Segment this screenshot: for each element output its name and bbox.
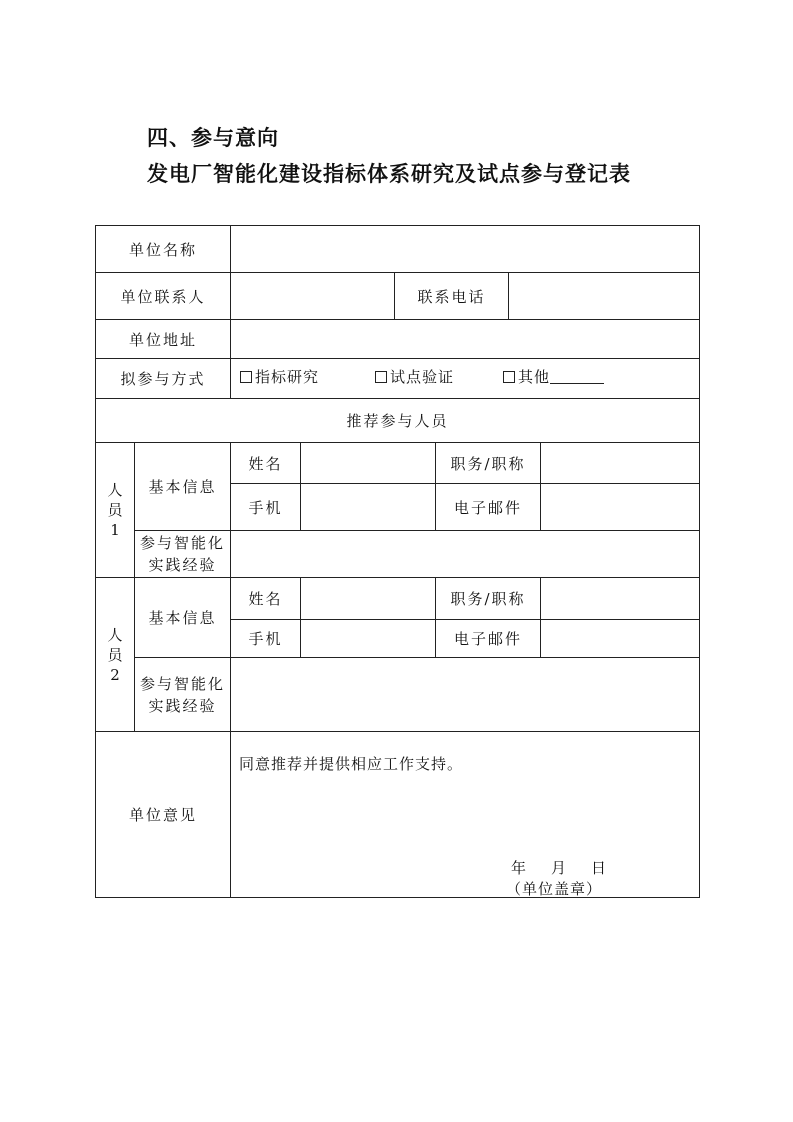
person-1-email-label: 电子邮件 — [453, 498, 522, 517]
label-char: 1 — [110, 521, 120, 539]
label-line: 实践经验 — [148, 556, 217, 574]
person-1-basic-info-label: 基本信息 — [148, 478, 217, 496]
recommended-header: 推荐参与人员 — [346, 412, 449, 430]
checkbox-icon[interactable] — [503, 371, 515, 383]
person-1-position-field[interactable] — [541, 443, 699, 483]
person-1-name-field[interactable] — [301, 443, 435, 483]
person-2-position-field[interactable] — [541, 578, 699, 619]
unit-address-field[interactable] — [231, 320, 699, 358]
option-pilot-verification[interactable] — [375, 366, 454, 387]
table-border-right — [699, 225, 700, 898]
form-title: 发电厂智能化建设指标体系研究及试点参与登记表 — [147, 162, 631, 186]
person-2-experience-field[interactable] — [231, 658, 699, 731]
label-line: 参与智能化 — [139, 674, 225, 693]
checkbox-icon[interactable] — [240, 371, 252, 383]
person-2-mobile-label: 手机 — [248, 630, 283, 648]
participation-label: 拟参与方式 — [120, 370, 206, 388]
table-border-bottom — [95, 897, 700, 898]
person-1-email-field[interactable] — [541, 484, 699, 530]
other-blank-field[interactable] — [550, 369, 604, 384]
person-1-position-label: 职务/职称 — [450, 454, 526, 473]
option-other[interactable] — [503, 366, 604, 387]
option-indicator-research[interactable] — [240, 366, 319, 387]
unit-name-label: 单位名称 — [128, 240, 197, 259]
date-day: 日 — [591, 859, 607, 877]
person-2-name-field[interactable] — [301, 578, 435, 619]
label-char: 人 — [107, 625, 123, 644]
date-month: 月 — [551, 859, 567, 877]
person-1-name-label: 姓名 — [248, 454, 283, 473]
person-2-experience-label — [135, 658, 230, 731]
person-1-experience-field[interactable] — [231, 531, 699, 577]
unit-name-field[interactable] — [231, 226, 699, 272]
person-1-label — [96, 443, 134, 577]
option-label: 其他 — [518, 368, 551, 386]
section-heading: 四、参与意向 — [147, 126, 279, 150]
option-label: 指标研究 — [255, 368, 320, 386]
label-char: 2 — [110, 665, 120, 684]
person-2-name-label: 姓名 — [248, 590, 283, 608]
label-char: 员 — [107, 645, 123, 664]
person-2-email-label: 电子邮件 — [453, 630, 522, 648]
person-1-mobile-label: 手机 — [248, 498, 283, 517]
unit-opinion-label: 单位意见 — [128, 806, 197, 824]
person-1-mobile-field[interactable] — [301, 484, 435, 530]
contact-phone-label: 联系电话 — [417, 287, 486, 306]
label-char: 人 — [107, 481, 123, 499]
person-2-email-field[interactable] — [541, 620, 699, 657]
label-char: 员 — [107, 501, 123, 519]
seal-text: （单位盖章） — [506, 880, 603, 898]
label-line: 实践经验 — [148, 696, 217, 715]
person-2-basic-info-label: 基本信息 — [148, 609, 217, 627]
checkbox-icon[interactable] — [375, 371, 387, 383]
person-1-experience-label — [135, 531, 230, 577]
unit-contact-field[interactable] — [231, 273, 394, 319]
date-year: 年 — [511, 859, 527, 877]
option-label: 试点验证 — [390, 368, 455, 386]
contact-phone-field[interactable] — [509, 273, 699, 319]
person-2-label — [96, 578, 134, 731]
unit-address-label: 单位地址 — [128, 330, 197, 349]
label-line: 参与智能化 — [139, 534, 225, 552]
unit-contact-label: 单位联系人 — [120, 287, 206, 306]
person-2-position-label: 职务/职称 — [450, 590, 526, 608]
opinion-text: 同意推荐并提供相应工作支持。 — [239, 755, 464, 773]
person-2-mobile-field[interactable] — [301, 620, 435, 657]
